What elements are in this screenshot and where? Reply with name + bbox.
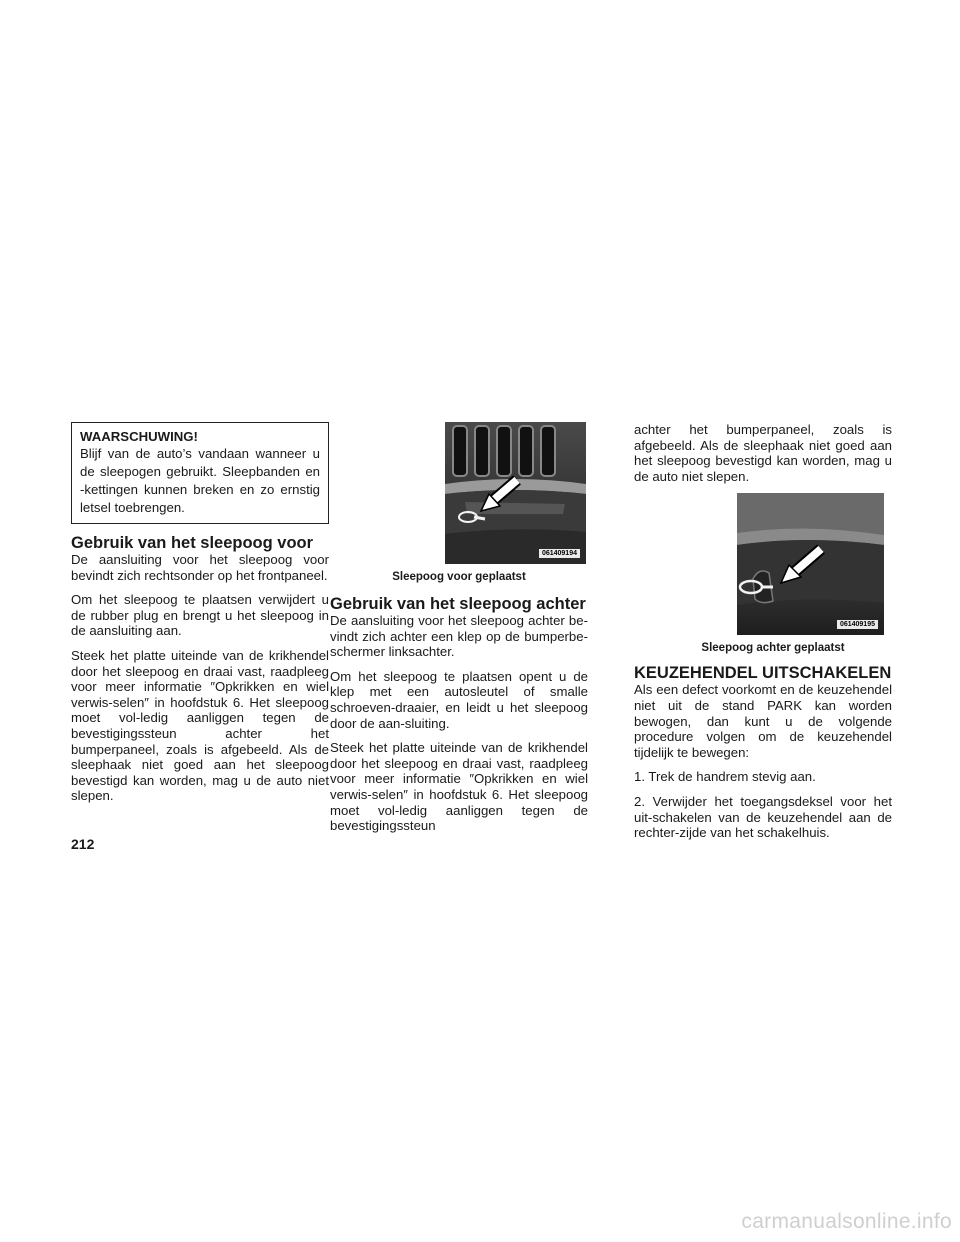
figure-front-tow-eye: [445, 422, 586, 564]
figure-caption: Sleepoog achter geplaatst: [701, 642, 845, 655]
rear-bumper-illustration: [737, 493, 884, 635]
paragraph: Steek het platte uiteinde van de krikhendel door het sleepoog en draai vast, raadpleeg voor meer informatie ″Opkrikken en wiel verwis-selen″ in hoofdstuk 6. Het sleepoog moet vol-ledig aanliggen tegen de bevestigingssteun achter het bumperpaneel, zoals is afgebeeld. Als de sleephaak niet goed aan het sleepoog bevestigd kan worden, mag u de auto niet slepen.: [71, 647, 329, 804]
paragraph: Steek het platte uiteinde van de krikhendel door het sleepoog en draai vast, raadpleeg voor meer informatie ″Opkrikken en wiel verwis-selen″ in hoofdstuk 6. Het sleepoog moet vol-ledig aanliggen tegen de bevestigingssteun: [330, 740, 588, 834]
column-middle: [330, 422, 588, 843]
heading-front-tow-eye: Gebruik van het sleepoog voor: [71, 534, 314, 552]
figure-caption: Sleepoog voor geplaatst: [392, 571, 526, 583]
warning-text: Blijf van de auto’s vandaan wanneer u de sleepogen gebruikt. Sleepbanden en -kettingen kunnen breken en zo ernstig letsel toebrengen.: [80, 446, 320, 515]
column-left: [71, 422, 329, 813]
warning-box: [71, 422, 329, 524]
front-grille-illustration: [445, 422, 586, 564]
figure-code: 061409195: [837, 620, 878, 629]
heading-shift-lever: KEUZEHENDEL UITSCHAKELEN: [634, 664, 892, 683]
figure-code: 061409194: [539, 549, 580, 558]
paragraph: achter het bumperpaneel, zoals is afgebeeld. Als de sleephaak niet goed aan het sleepoog bevestigd kan worden, mag u de auto niet slepen.: [634, 422, 892, 484]
list-item: 1. Trek de handrem stevig aan.: [634, 769, 816, 785]
figure-rear-tow-eye: [737, 493, 884, 635]
page-number: 212: [71, 836, 95, 852]
paragraph: Om het sleepoog te plaatsen verwijdert u de rubber plug en brengt u het sleepoog in de aansluiting aan.: [71, 592, 329, 639]
column-right: [634, 422, 892, 850]
paragraph: Als een defect voorkomt en de keuzehendel niet uit de stand PARK kan worden bewogen, dan kunt u de volgende procedure volgen om de keuzehendel tijdelijk te bewegen:: [634, 682, 892, 760]
warning-title: WAARSCHUWING!: [80, 429, 198, 444]
paragraph: Om het sleepoog te plaatsen opent u de klep met een autosleutel of smalle schroeven-draaier, en leidt u het sleepoog door de aan-sluiting.: [330, 668, 588, 731]
paragraph: De aansluiting voor het sleepoog voor bevindt zich rechtsonder op het frontpaneel.: [71, 552, 329, 583]
paragraph: De aansluiting voor het sleepoog achter be-vindt zich achter een klep op de bumperbe-schermer linksachter.: [330, 613, 588, 660]
watermark: carmanualsonline.info: [741, 1210, 952, 1233]
list-item: 2. Verwijder het toegangsdeksel voor het uit-schakelen van de keuzehendel aan de rechter-zijde van het schakelhuis.: [634, 793, 892, 841]
heading-rear-tow-eye: Gebruik van het sleepoog achter: [330, 595, 586, 613]
